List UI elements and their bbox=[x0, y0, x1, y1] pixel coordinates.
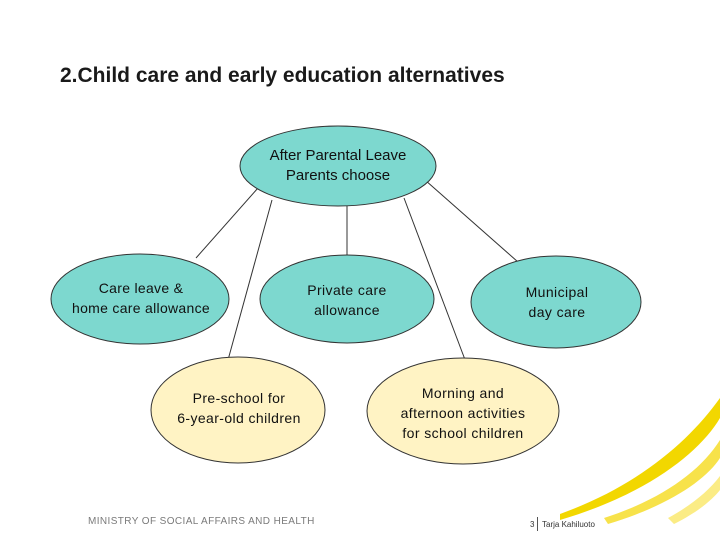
footer-ministry-name: MINISTRY OF SOCIAL AFFAIRS AND HEALTH bbox=[88, 516, 315, 527]
connector-root-care-leave bbox=[196, 188, 258, 258]
footer-author: Tarja Kahiluoto bbox=[542, 520, 595, 529]
node-preschool-label: Pre-school for 6-year-old children bbox=[177, 390, 301, 426]
page-number: 3 bbox=[530, 520, 535, 529]
slide-title: 2.Child care and early education alternatives bbox=[60, 64, 505, 87]
footer-divider bbox=[537, 517, 538, 531]
connector-root-municipal bbox=[425, 180, 518, 262]
node-care-leave-label: Care leave & home care allowance bbox=[72, 280, 210, 316]
corner-swoosh-decoration bbox=[560, 398, 720, 524]
node-private-care-label: Private care allowance bbox=[307, 282, 387, 318]
node-morning-label: Morning and afternoon activities for school children bbox=[400, 385, 526, 441]
node-municipal-label: Municipal day care bbox=[525, 284, 589, 320]
node-root-label: After Parental Leave Parents choose bbox=[269, 147, 407, 184]
